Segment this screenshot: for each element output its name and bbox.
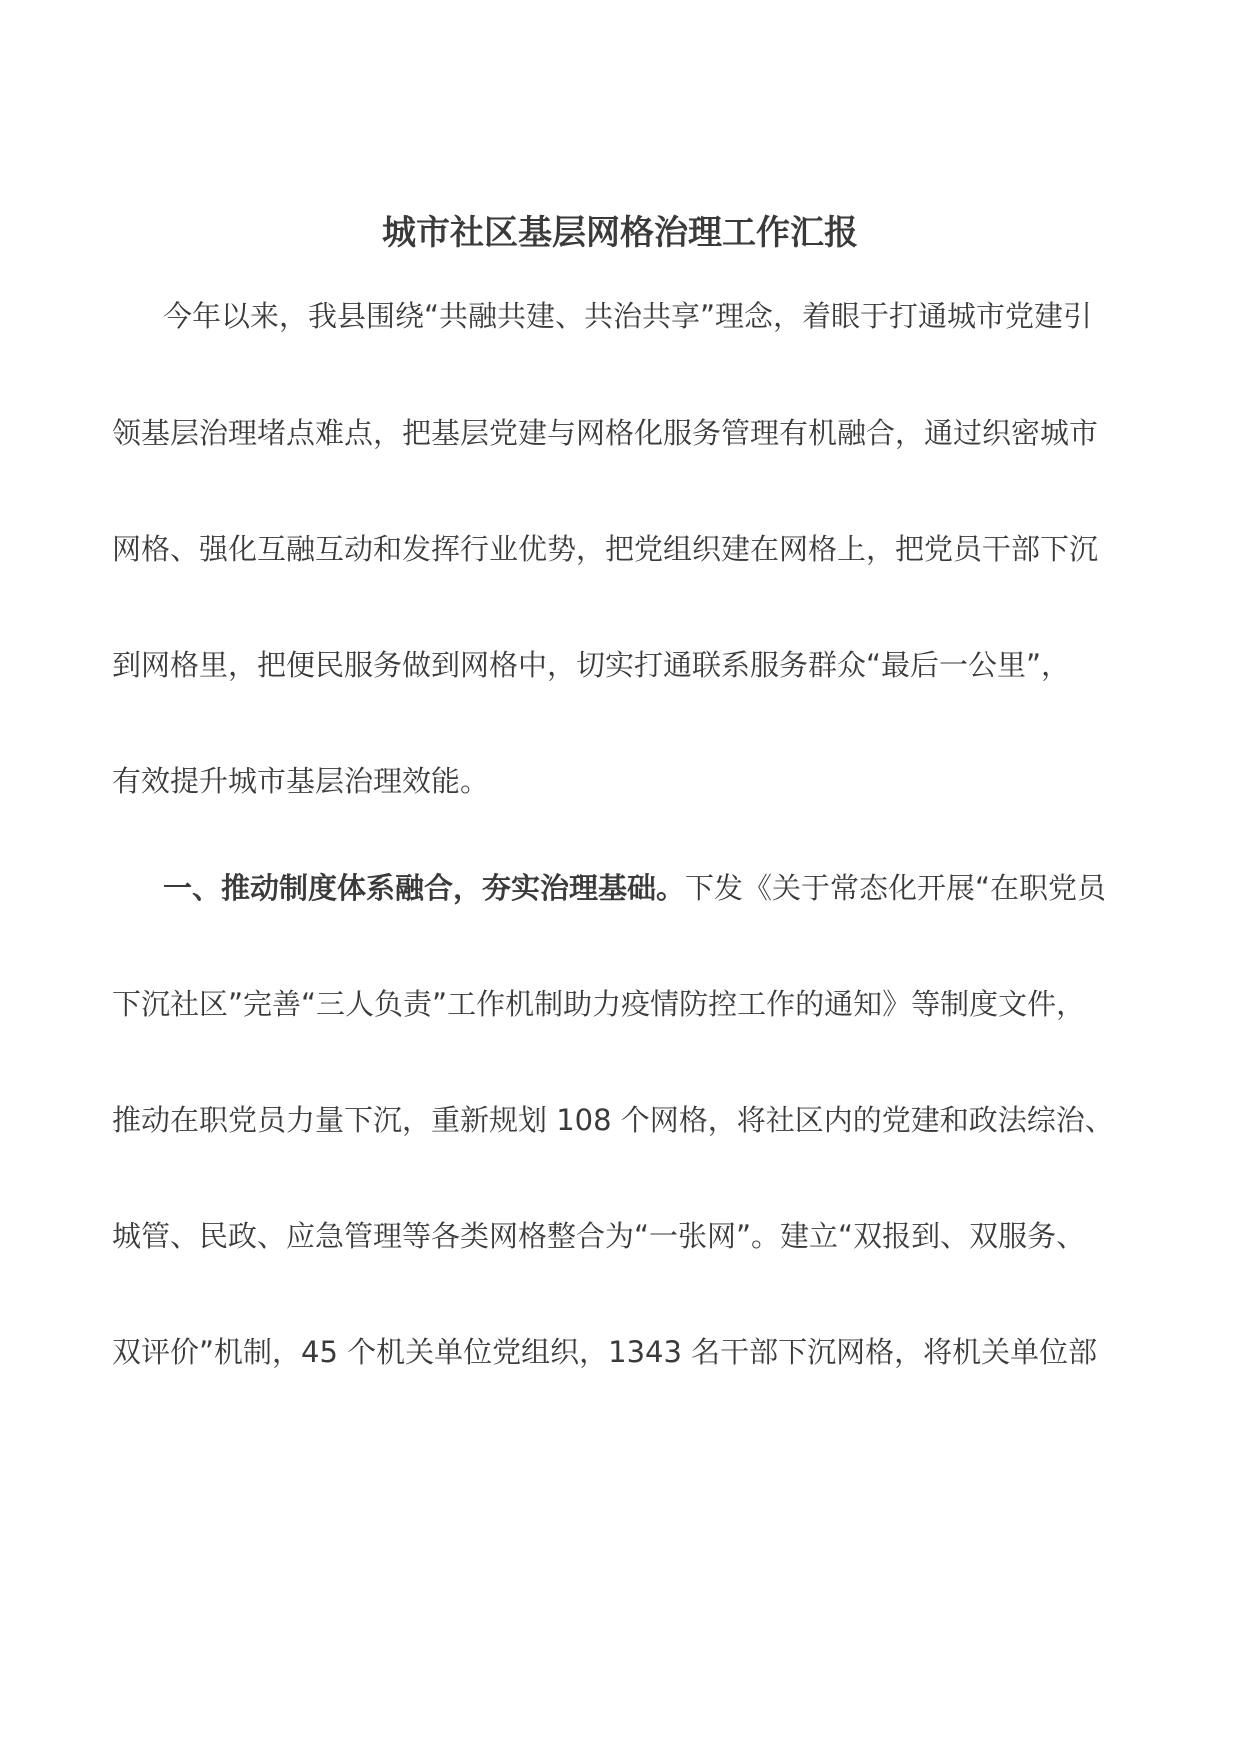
document-title: 城市社区基层网格治理工作汇报 [382,213,858,253]
paragraph-line: 到网格里，把便民服务做到网格中，切实打通联系服务群众“最后一公里”， [112,648,1071,682]
paragraph-line: 双评价”机制，45 个机关单位党组织，1343 名干部下沉网格，将机关单位部 [112,1335,1098,1369]
section-heading: 一、推动制度体系融合，夯实治理基础。 [163,871,686,905]
paragraph-line: 今年以来，我县围绕“共融共建、共治共享”理念，着眼于打通城市党建引 [163,299,1093,333]
paragraph-line: 下沉社区”完善“三人负责”工作机制助力疫情防控工作的通知》等制度文件， [112,987,1086,1021]
paragraph-line: 领基层治理堵点难点，把基层党建与网格化服务管理有机融合，通过织密城市 [112,416,1099,450]
paragraph-line: 有效提升城市基层治理效能。 [112,764,490,798]
paragraph-line: 推动在职党员力量下沉，重新规划 108 个网格，将社区内的党建和政法综治、 [112,1103,1114,1137]
paragraph-line: 网格、强化互融互动和发挥行业优势，把党组织建在网格上，把党员干部下沉 [112,532,1099,566]
section-heading-continuation: 下发《关于常态化开展“在职党员 [685,871,1107,905]
section-first-line [163,868,1203,908]
paragraph-line: 城管、民政、应急管理等各类网格整合为“一张网”。建立“双报到、双服务、 [112,1219,1086,1253]
